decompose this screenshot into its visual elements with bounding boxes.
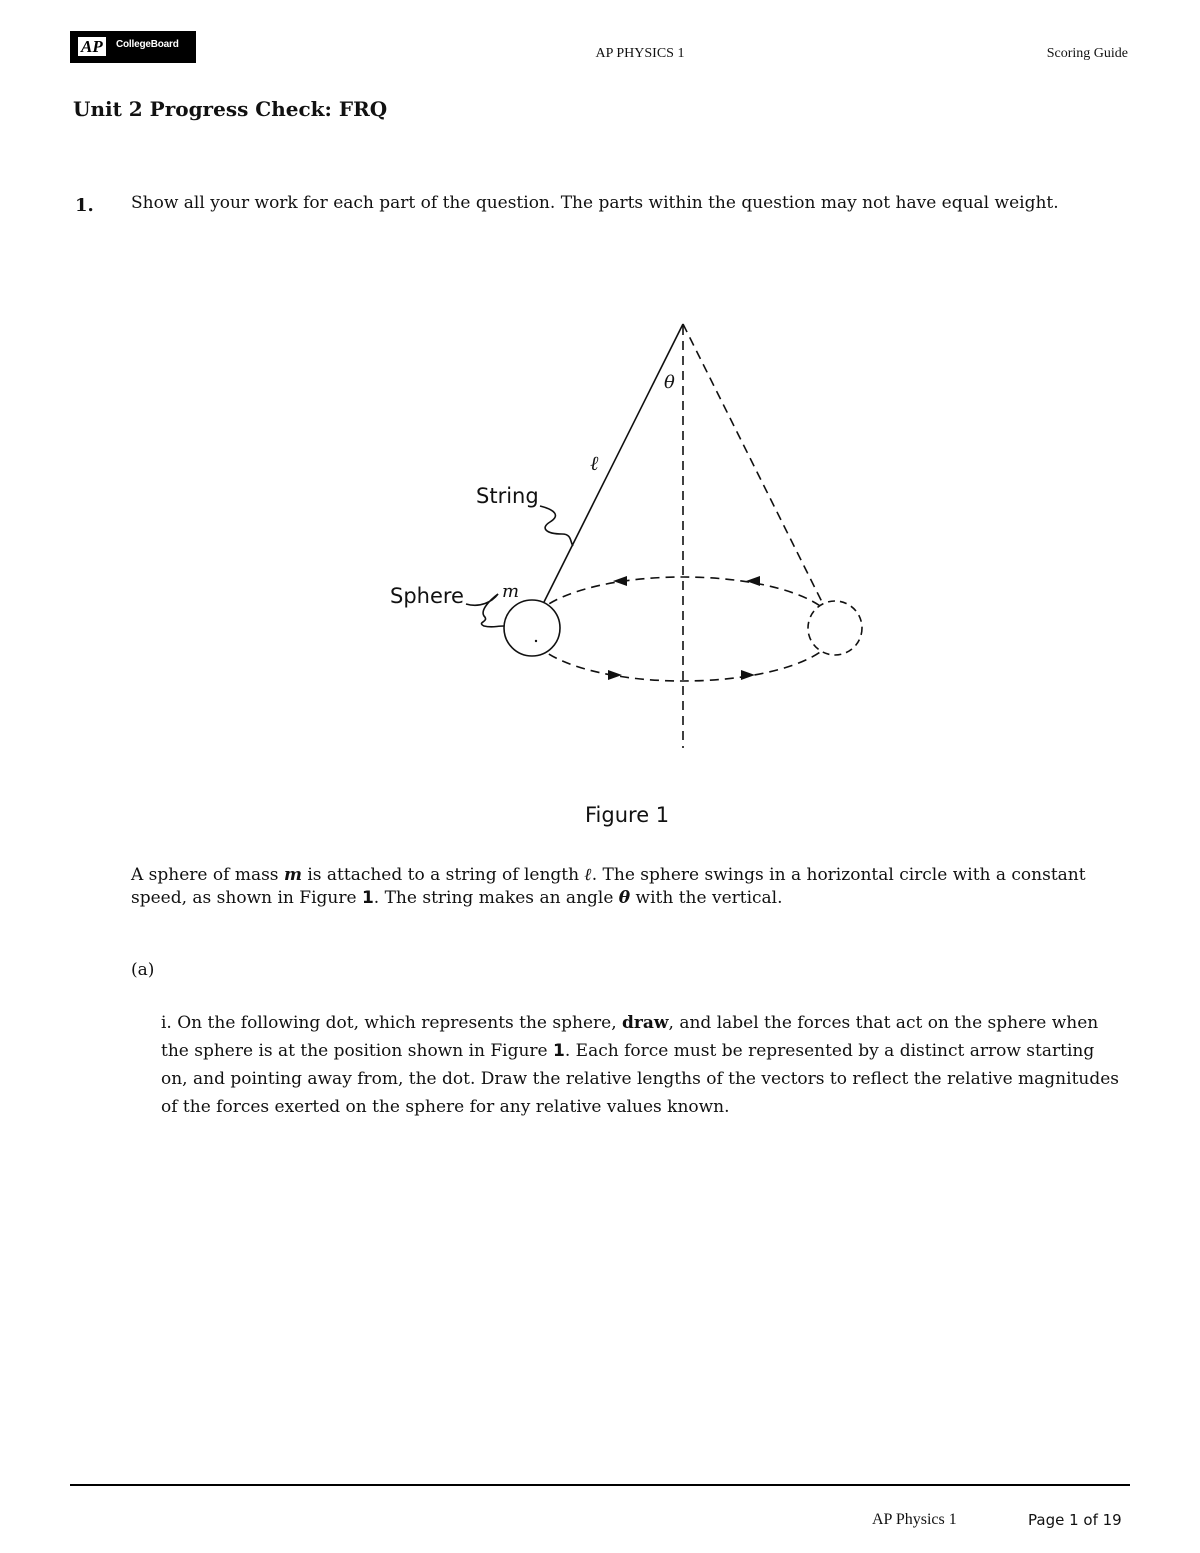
footer-page-number: Page 1 of 19 xyxy=(1028,1511,1122,1529)
label-sphere: Sphere xyxy=(390,584,464,608)
figure-conical-pendulum xyxy=(380,310,900,840)
part-i-figure-ref: 1 xyxy=(553,1041,565,1061)
path-arrow-bottom-right xyxy=(741,670,755,680)
para-text-5: with the vertical. xyxy=(630,888,783,908)
part-a-label: (a) xyxy=(131,960,155,980)
college-board-logo xyxy=(70,31,196,63)
symbol-length: ℓ xyxy=(584,865,592,885)
sphere-far-dashed xyxy=(808,601,862,655)
part-i-text-3: . Each force must be represented by a distinct arrow starting on, and pointing away from, the dot. Draw the relative lengths of the vectors to reflect the relative magnitudes of the forces exerted on the sphere for any relative values known. xyxy=(161,1041,1120,1117)
footer-divider xyxy=(70,1484,1130,1486)
header-scoring-guide: Scoring Guide xyxy=(1046,46,1128,61)
sphere-center-dot xyxy=(535,640,537,642)
symbol-mass: m xyxy=(283,865,302,885)
page-title: Unit 2 Progress Check: FRQ xyxy=(73,97,388,121)
label-string: String xyxy=(476,484,539,508)
string-pointer-squiggle xyxy=(540,506,573,546)
string-far-dashed xyxy=(683,324,822,602)
header-course: AP PHYSICS 1 xyxy=(595,46,685,61)
part-i-text-1: i. On the following dot, which represents the sphere, xyxy=(161,1013,623,1033)
problem-description xyxy=(131,864,1111,910)
path-arrow-bottom-left xyxy=(608,670,622,680)
para-text-3: . The sphere swings in a horizontal circle with a constant speed, as shown in Figure xyxy=(131,865,1086,908)
para-text-2: is attached to a string of length xyxy=(301,865,585,885)
logo-ap-text: AP xyxy=(78,37,106,56)
part-i-bold-draw: draw xyxy=(622,1013,669,1033)
symbol-theta: θ xyxy=(618,888,631,908)
label-theta: θ xyxy=(664,372,675,393)
para-text-1: A sphere of mass xyxy=(131,865,284,885)
logo-college-board-text: CollegeBoard xyxy=(116,39,179,50)
path-arrow-top-left xyxy=(613,576,627,586)
part-a-i-prompt xyxy=(161,1009,1126,1121)
label-mass: m xyxy=(502,581,520,602)
question-number: 1. xyxy=(75,195,94,216)
label-length: ℓ xyxy=(590,451,599,475)
para-text-4: . The string makes an angle xyxy=(373,888,619,908)
part-i-text-2: , and label the forces that act on the sphere when the sphere is at the position shown in Figure xyxy=(161,1013,1099,1061)
sphere xyxy=(504,600,560,656)
string-line xyxy=(544,324,683,602)
figure-caption: Figure 1 xyxy=(585,803,670,827)
footer-course: AP Physics 1 xyxy=(872,1511,957,1528)
path-arrow-top-right xyxy=(746,576,760,586)
figure-ref: 1 xyxy=(361,888,374,908)
sphere-pointer-squiggle xyxy=(466,594,504,627)
question-instruction: Show all your work for each part of the question. The parts within the question may not have equal weight. xyxy=(131,193,1059,213)
